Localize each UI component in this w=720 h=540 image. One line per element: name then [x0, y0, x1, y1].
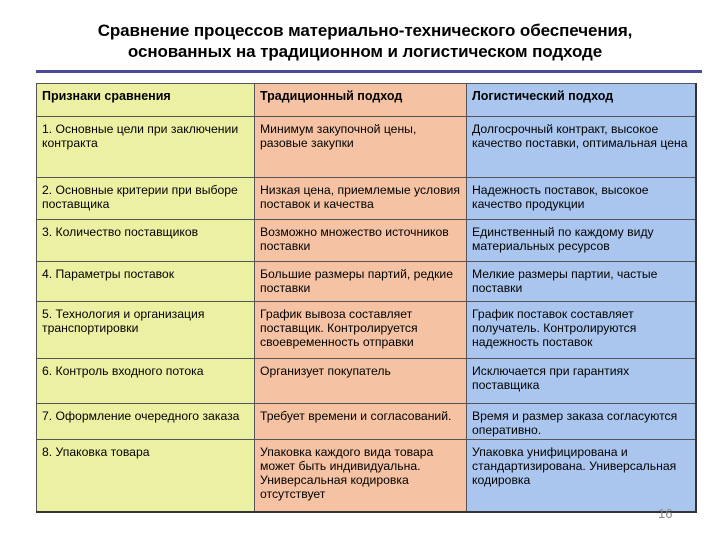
table-header-row — [37, 84, 696, 117]
comparison-table — [36, 83, 697, 513]
criteria-cell: 8. Упаковка товара — [37, 440, 255, 512]
header-criteria: Признаки сравнения — [37, 84, 255, 117]
criteria-cell: 4. Параметры поставок — [37, 262, 255, 302]
table-row — [37, 262, 696, 302]
traditional-cell: Большие размеры партий, редкие поставки — [255, 262, 467, 302]
page-number: 16 — [658, 506, 673, 521]
table-row — [37, 220, 696, 262]
logistic-cell: Единственный по каждому виду материальных ресурсов — [467, 220, 696, 262]
criteria-cell: 7. Оформление очередного заказа — [37, 404, 255, 440]
traditional-cell: Низкая цена, приемлемые условия поставок и качества — [255, 178, 467, 220]
criteria-cell: 5. Технология и организация транспортировки — [37, 302, 255, 359]
traditional-cell: Требует времени и согласований. — [255, 404, 467, 440]
table-row — [37, 404, 696, 440]
logistic-cell: Время и размер заказа согласуются оперативно. — [467, 404, 696, 440]
criteria-cell: 6. Контроль входного потока — [37, 359, 255, 404]
traditional-cell: Организует покупатель — [255, 359, 467, 404]
table-row — [37, 117, 696, 178]
traditional-cell: Возможно множество источников поставки — [255, 220, 467, 262]
table-row — [37, 302, 696, 359]
slide-title — [40, 20, 690, 62]
table-row — [37, 359, 696, 404]
criteria-cell: 2. Основные критерии при выборе поставщика — [37, 178, 255, 220]
table-row — [37, 440, 696, 512]
logistic-cell: Упаковка унифицирована и стандартизирована. Универсальная кодировка — [467, 440, 696, 512]
logistic-cell: График поставок составляет получатель. Контролируются надежность поставок — [467, 302, 696, 359]
criteria-cell: 1. Основные цели при заключении контракта — [37, 117, 255, 178]
logistic-cell: Долгосрочный контракт, высокое качество поставки, оптимальная цена — [467, 117, 696, 178]
criteria-cell: 3. Количество поставщиков — [37, 220, 255, 262]
logistic-cell: Мелкие размеры партии, частые поставки — [467, 262, 696, 302]
slide-title-line-1: Сравнение процессов материально-технического обеспечения, — [97, 21, 633, 40]
traditional-cell: Упаковка каждого вида товара может быть индивидуальна. Универсальная кодировка отсутствует — [255, 440, 467, 512]
header-traditional: Традиционный подход — [255, 84, 467, 117]
slide-title-line-2: основанных на традиционном и логистическом подходе — [127, 42, 603, 61]
header-logistic: Логистический подход — [467, 84, 696, 117]
traditional-cell: График вывоза составляет поставщик. Контролируется своевременность отправки — [255, 302, 467, 359]
table-row — [37, 178, 696, 220]
traditional-cell: Минимум закупочной цены, разовые закупки — [255, 117, 467, 178]
logistic-cell: Исключается при гарантиях поставщика — [467, 359, 696, 404]
logistic-cell: Надежность поставок, высокое качество продукции — [467, 178, 696, 220]
title-underline — [36, 70, 702, 73]
